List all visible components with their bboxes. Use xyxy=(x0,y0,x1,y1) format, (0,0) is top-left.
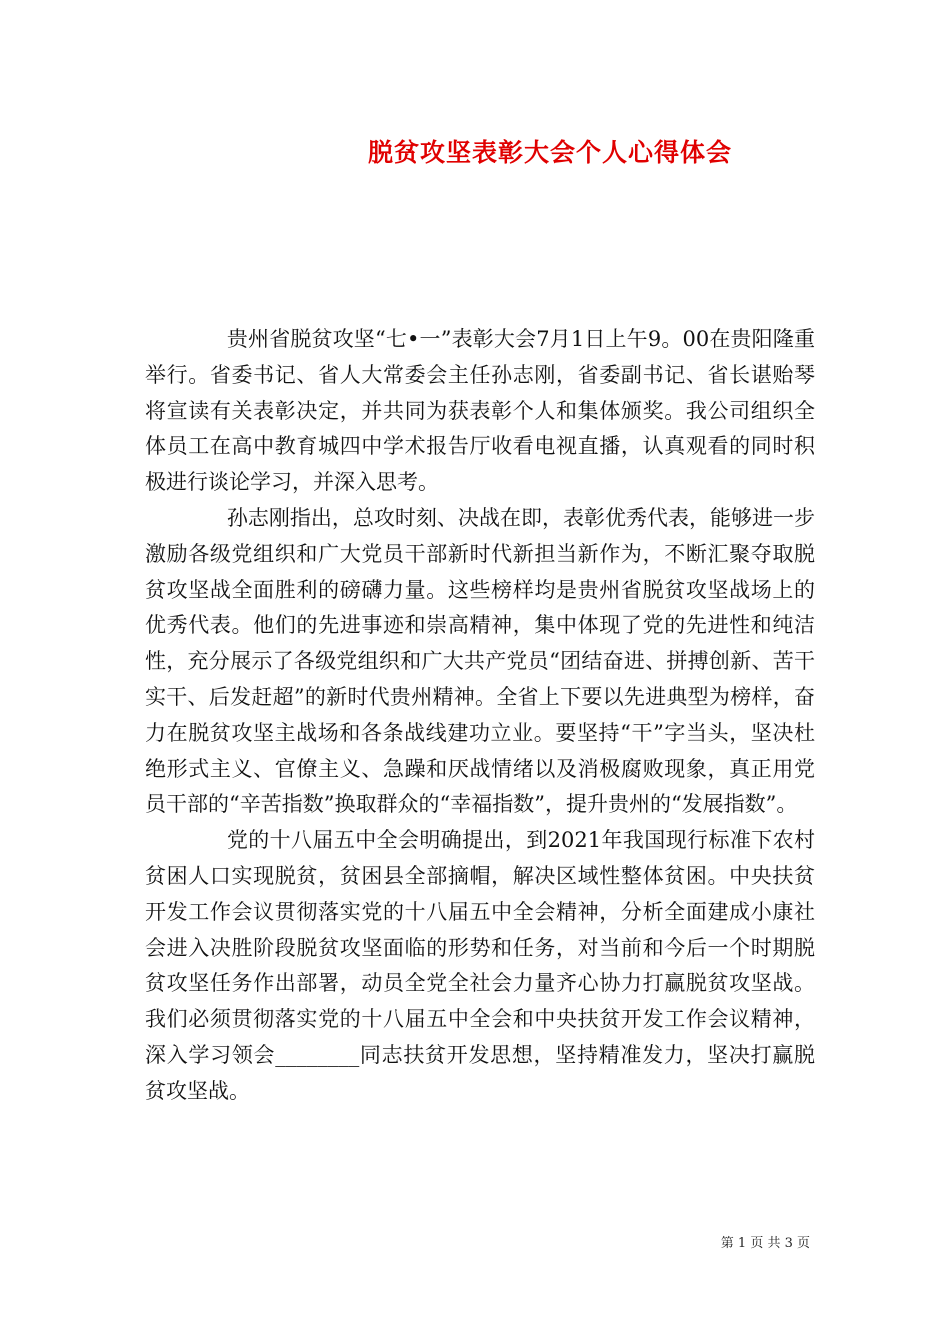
paragraph-2: 孙志刚指出，总攻时刻、决战在即，表彰优秀代表，能够进一步激励各级党组织和广大党员干部新时代新担当新作为，不断汇聚夺取脱贫攻坚战全面胜利的磅礴力量。这些榜样均是贵州省脱贫攻坚战场上的优秀代表。他们的先进事迹和崇高精神，集中体现了党的先进性和纯洁性，充分展示了各级党组织和广大共产党员“团结奋进、拼搏创新、苦干实干、后发赶超”的新时代贵州精神。全省上下要以先进典型为榜样，奋力在脱贫攻坚主战场和各条战线建功立业。要坚持“干”字当头，坚决杜绝形式主义、官僚主义、急躁和厌战情绪以及消极腐败现象，真正用党员干部的“辛苦指数”换取群众的“幸福指数”，提升贵州的“发展指数”。 xyxy=(145,505,815,817)
paragraph-1: 贵州省脱贫攻坚“七•一”表彰大会7月1日上午9。00在贵阳隆重举行。省委书记、省人大常委会主任孙志刚，省委副书记、省长谌贻琴将宣读有关表彰决定，并共同为获表彰个人和集体颁奖。我公司组织全体员工在高中教育城四中学术报告厅收看电视直播，认真观看的同时积极进行谈论学习，并深入思考。 xyxy=(145,327,815,495)
page-number-footer: 第 1 页 共 3 页 xyxy=(720,1236,810,1251)
document-title: 脱贫攻坚表彰大会个人心得体会 xyxy=(367,138,732,167)
document-body xyxy=(145,322,815,1110)
paragraph-3: 党的十八届五中全会明确提出，到2021年我国现行标准下农村贫困人口实现脱贫，贫困县全部摘帽，解决区域性整体贫困。中央扶贫开发工作会议贯彻落实党的十八届五中全会精神，分析全面建成小康社会进入决胜阶段脱贫攻坚面临的形势和任务，对当前和今后一个时期脱贫攻坚任务作出部署，动员全党全社会力量齐心协力打赢脱贫攻坚战。我们必须贯彻落实党的十八届五中全会和中央扶贫开发工作会议精神，深入学习领会________同志扶贫开发思想，坚持精准发力，坚决打赢脱贫攻坚战。 xyxy=(145,828,815,1103)
